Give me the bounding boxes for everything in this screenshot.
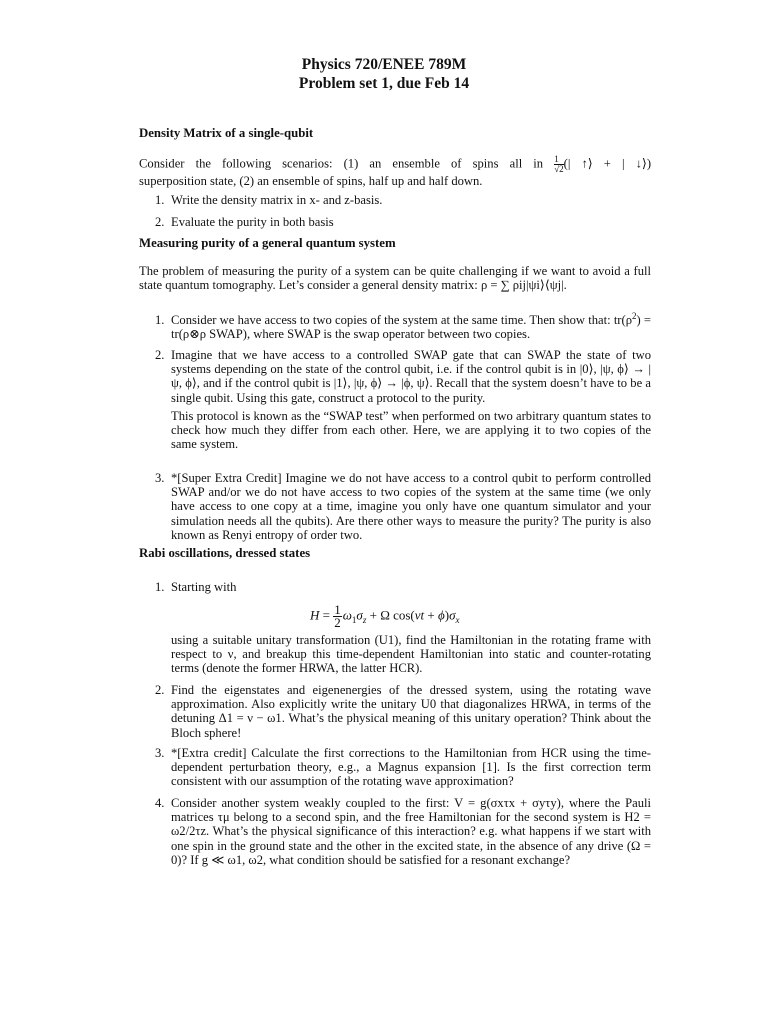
item-number: 2. [155, 683, 165, 697]
title-line-1: Physics 720/ENEE 789M [301, 56, 467, 73]
item-text: Write the density matrix in x- and z-basis. [171, 193, 383, 207]
item-number: 3. [155, 471, 165, 485]
hamiltonian-equation: H = $\frac{1}{2}$ $\omega_1\sigma_z + \Omega$ $\cos(\nu t + \phi)\sigma_x$ [310, 602, 460, 630]
item-text: Consider another system weakly coupled to the first: V = g(σxτx + σyτy), where the Pauli matrices τμ belong to a second spin, and the free Hamiltonian for the second system is H2 = ω2/2τz. What’s the physical significance of this interaction? e.g. what happens if we start with one spin in the ground state and the other in the excited state, in the absence of any drive (Ω = 0)? If g ≪ ω1, ω2, what condition should be satisfied for a resonant exchange? [171, 796, 651, 867]
density-matrix-formula: ρ = ∑ ρij|ψi⟩⟨ψj|. [480, 278, 567, 293]
list-item [155, 348, 651, 451]
list-item [155, 193, 651, 207]
item-paragraph: This protocol is known as the “SWAP test” when performed on two arbitrary quantum states to check how much they differ from each other. Here, we are applying it to two copies of the same system. [171, 408, 651, 452]
item-text-part: ) = tr(ρ⊗ρ SWAP), where SWAP is the swap operator between two copies. [171, 313, 651, 342]
item-text: Consider we have access to two copies of the system at the same time. Then show that: $tr(\rho^2)$ = tr(ρ⊗ρ SWAP), where SWAP is the swap operator between two copies. [171, 310, 651, 342]
item-number: 4. [155, 796, 165, 810]
item-text: Evaluate the purity in both basis [171, 215, 334, 229]
section1-intro [139, 155, 651, 188]
list-item [155, 746, 651, 789]
list-item-cont [155, 633, 651, 676]
section2-intro-text: The problem of measuring the purity of a system can be quite challenging if we want to avoid a full state quantum tomography. Let’s consider a general density matrix: [139, 264, 651, 293]
list-item [155, 580, 651, 594]
section1-intro-text: Consider the following scenarios: (1) an ensemble of spins all in [139, 156, 544, 171]
item-text: Starting with [171, 580, 237, 594]
list-item [155, 215, 651, 229]
section-heading-measuring-purity: Measuring purity of a general quantum system [139, 236, 396, 250]
item-paragraph: Imagine that we have access to a controlled SWAP gate that can SWAP the state of two systems depending on the state of the control qubit, i.e. if the control qubit is in |0⟩, |ψ, ϕ⟩ → |ψ, ϕ⟩, and if the control qubit is |1⟩, |ψ, ϕ⟩ → |ϕ, ψ⟩. Recall that the system doesn’t have to be a single qubit. Using this gate, construct a protocol to the purity. [171, 348, 651, 405]
item-text: using a suitable unitary transformation (U1), find the Hamiltonian in the rotating frame with respect to ν, and breakup this time-dependent Hamiltonian into static and counter-rotating terms (denote the former HRWA, the latter HCR). [171, 633, 651, 676]
list-item [155, 310, 651, 342]
item-text: Find the eigenstates and eigenenergies of the dressed system, using the rotating wave approximation. Also explicitly write the unitary U0 that diagonalizes HRWA, in terms of the detuning Δ1 = ν − ω1. What’s the physical meaning of this unitary operation? Think about the Bloch sphere! [171, 683, 651, 740]
list-item [155, 683, 651, 740]
item-text: *[Extra credit] Calculate the first corrections to the Hamiltonian from HCR using the time-dependent perturbation theory, e.g., a Magnus expansion [1]. Is the first correction term consistent with our assumption of the rotating wave approximation? [171, 746, 651, 789]
item-number: 3. [155, 746, 165, 760]
section-heading-density-matrix: Density Matrix of a single-qubit [139, 126, 314, 140]
superposition-state: (| ↑⟩ + | ↓⟩) [563, 156, 652, 171]
list-item [155, 471, 651, 542]
section-heading-rabi: Rabi oscillations, dressed states [139, 546, 311, 560]
one-over-root-two: $\frac{1}{√2}$ [554, 154, 564, 174]
title-line-2: Problem set 1, due Feb 14 [298, 75, 470, 92]
item-text [171, 348, 651, 451]
item-number: 2. [155, 348, 165, 362]
item-number: 2. [155, 215, 165, 229]
section2-intro [139, 264, 651, 292]
item-text: *[Super Extra Credit] Imagine we do not have access to a control qubit to perform controlled SWAP and/or we do not have access to two copies of the system at the same time (we only have access to one copy at a time, imagine you only have one quantum simulator and your simulation needs all the qubits). Are there other ways to measure the purity? The purity is also known as Renyi entropy of order two. [171, 471, 651, 542]
list-item [155, 796, 651, 867]
section1-intro-cont: superposition state, (2) an ensemble of spins, half up and half down. [139, 174, 483, 188]
item-number: 1. [155, 580, 165, 594]
item-number: 1. [155, 313, 165, 327]
item-number: 1. [155, 193, 165, 207]
item-text-part: Consider we have access to two copies of the system at the same time. Then show that: tr(ρ [171, 313, 632, 327]
